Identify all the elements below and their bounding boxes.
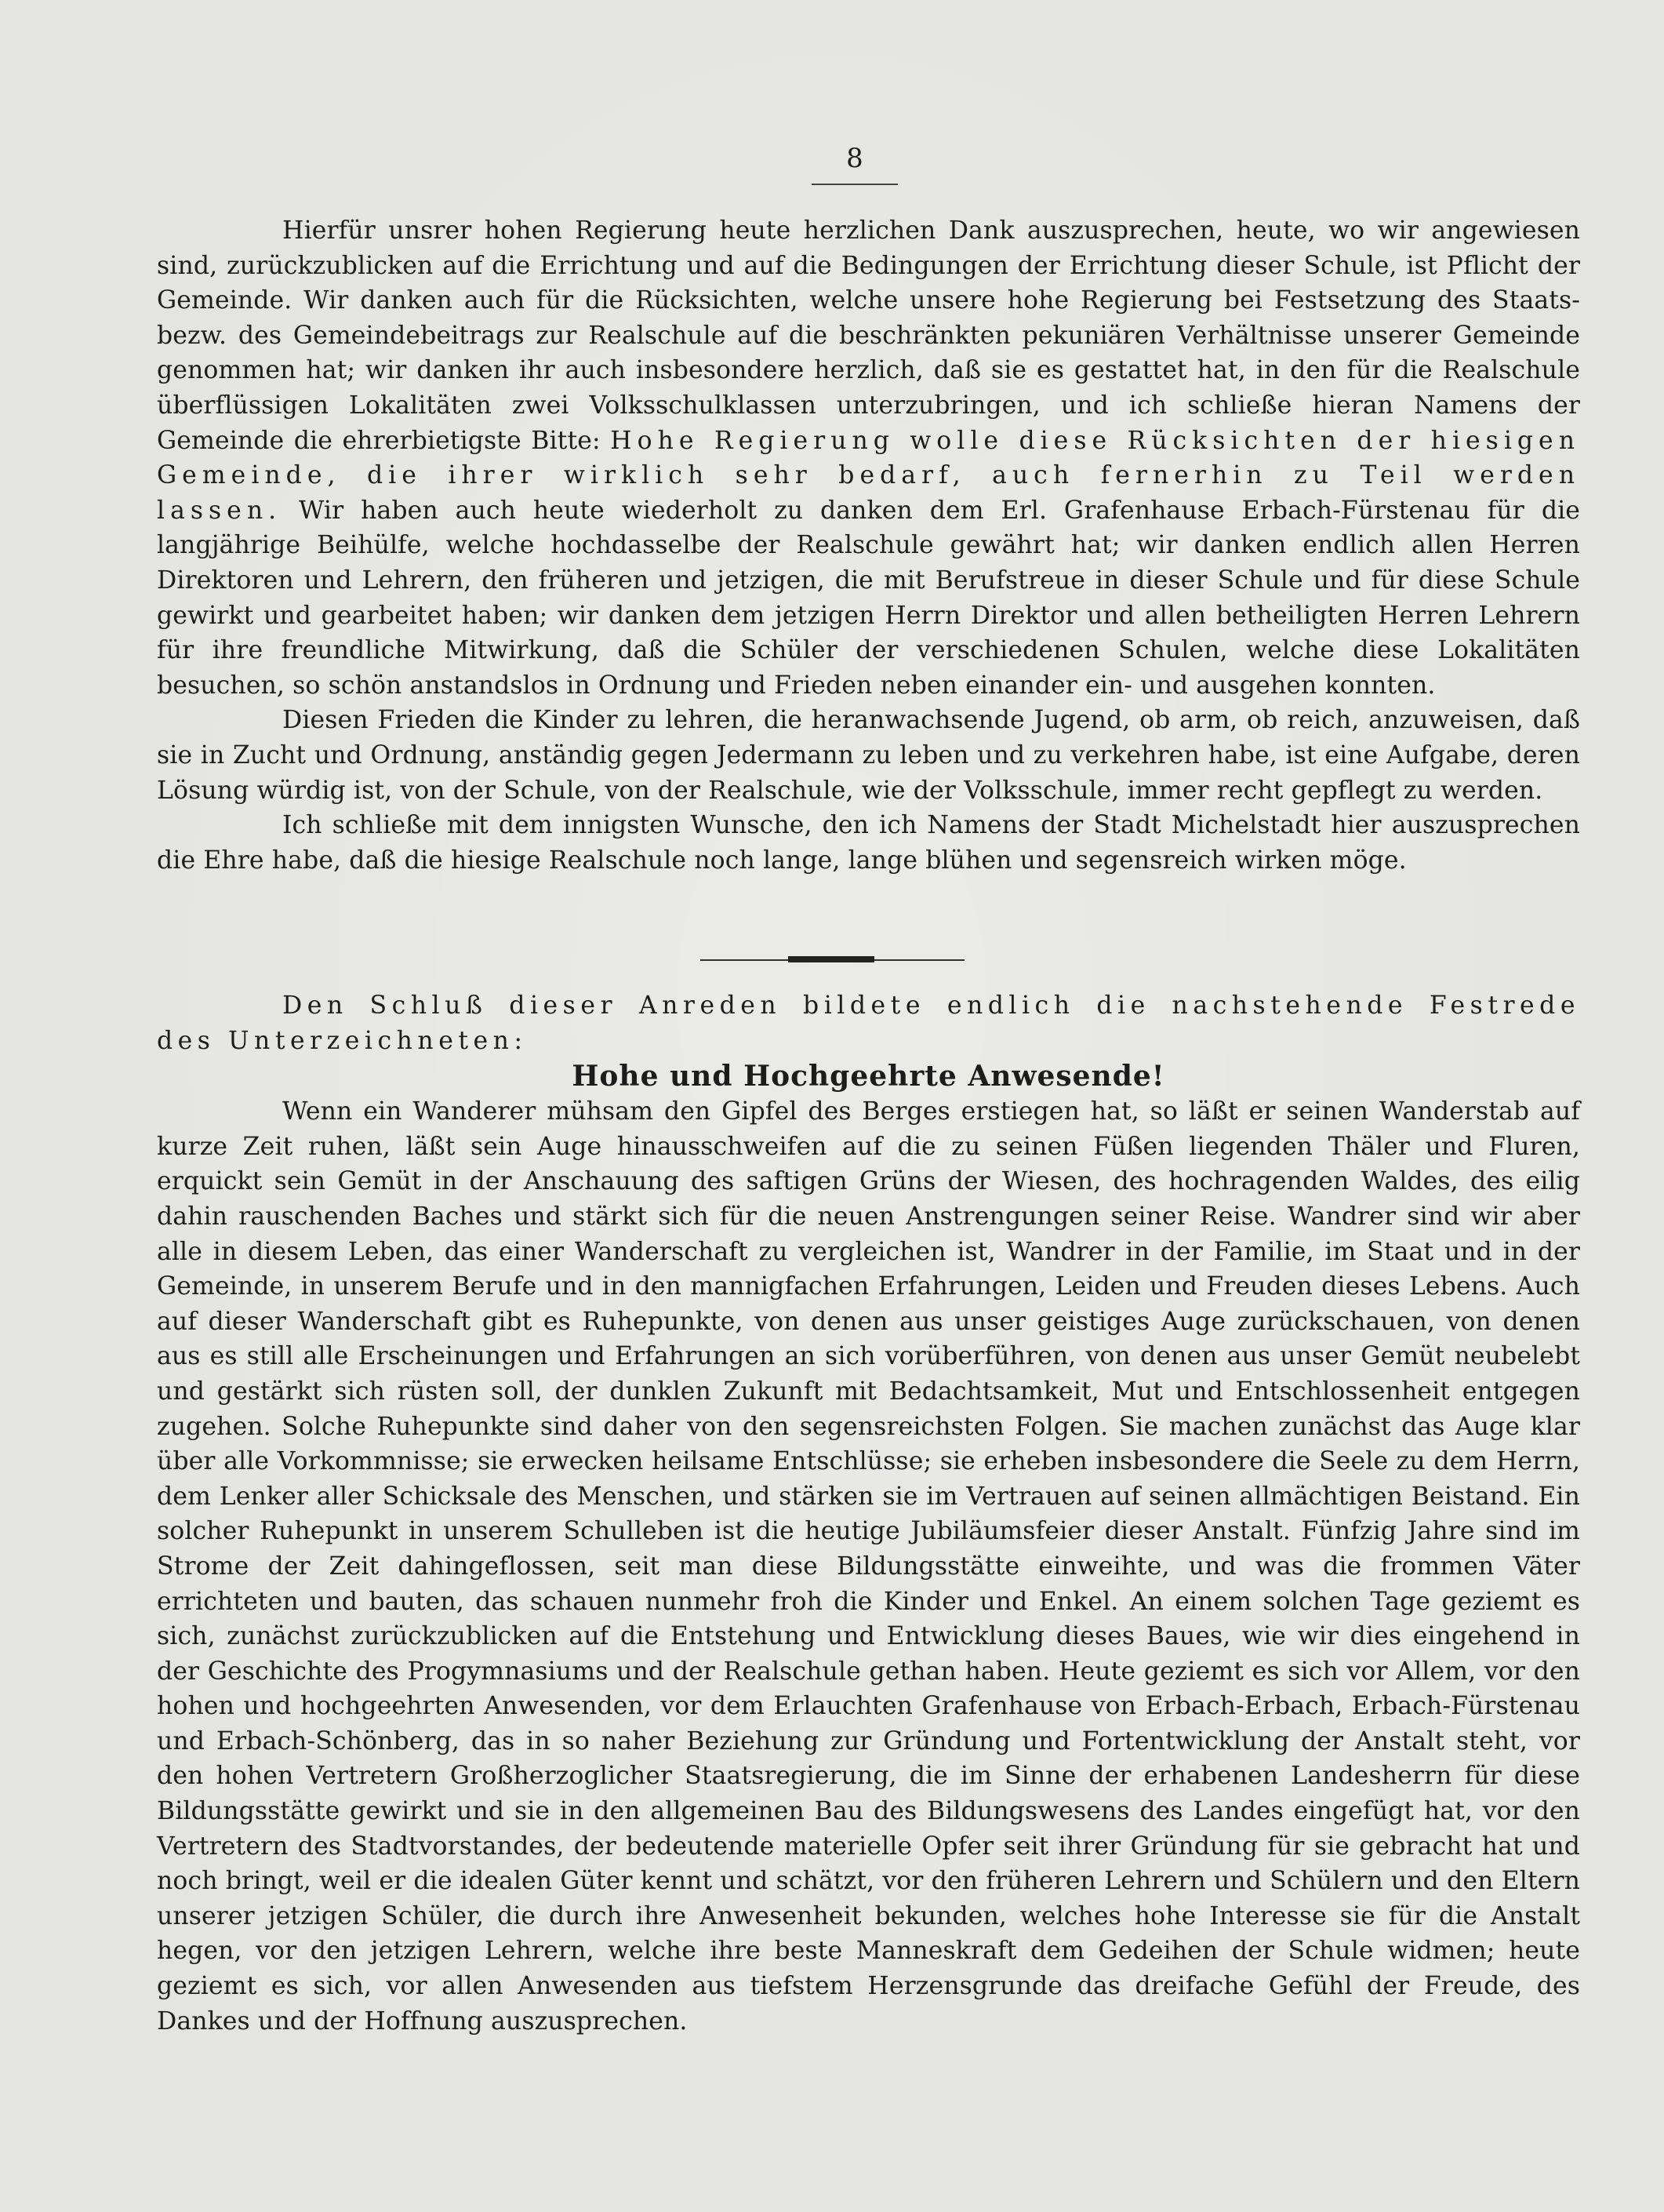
section-separator-bar [788,956,874,962]
page-number-rule [812,184,898,185]
spaced-request: Hohe Regierung wolle diese Rücksichten der hiesigen Gemeinde, die ihrer wirklich sehr bedarf, auch fernerhin zu Teil werden lassen. [157,426,1580,525]
page-number: 8 [846,143,863,174]
festrede-section [157,988,1580,2039]
paragraph-closing-wish: Ich schließe mit dem innigsten Wunsche, den ich Namens der Stadt Michelstadt hier auszusprechen die Ehre habe, daß die hiesige Realschule noch lange, lange blühen und segensreich wirken möge. [157,811,1580,875]
festrede-speech: Wenn ein Wanderer mühsam den Gipfel des Berges erstiegen hat, so läßt er seinen Wanderstab auf kurze Zeit ruhen, läßt sein Auge hinausschweifen auf die zu seinen Füßen liegenden Thäler und Fluren, erquickt sein Gemüt in der Anschauung des saftigen Grüns der Wiesen, des hochragenden Waldes, des eilig dahin rauschenden Baches und stärkt sich für die neuen Anstrengungen seiner Reise. Wandrer sind wir aber alle in diesem Leben, das einer Wanderschaft zu vergleichen ist, Wandrer in der Familie, im Staat und in der Gemeinde, in unserem Berufe und in den mannigfachen Erfahrungen, Leiden und Freuden dieses Lebens. Auch auf dieser Wanderschaft gibt es Ruhepunkte, von denen aus unser geistiges Auge zurückschauen, von denen aus es still alle Erscheinungen und Erfahrungen an sich vorüberführen, von denen aus unser Gemüt neubelebt und gestärkt sich rüsten soll, der dunklen Zukunft mit Bedachtsamkeit, Mut und Entschlossenheit entgegen zugehen. Solche Ruhepunkte sind daher von den segensreichsten Folgen. Sie machen zunächst das Auge klar über alle Vorkommnisse; sie erwecken heilsame Entschlüsse; sie erheben insbesondere die Seele zu dem Herrn, dem Lenker aller Schicksale des Menschen, und stärken sie im Vertrauen auf seinen allmächtigen Beistand. Ein solcher Ruhepunkt in unserem Schulleben ist die heutige Jubiläumsfeier dieser Anstalt. Fünfzig Jahre sind im Strome der Zeit dahingeflossen, seit man diese Bildungsstätte einweihte, und was die frommen Väter errichteten und bauten, das schauen nunmehr froh die Kinder und Enkel. An einem solchen Tage geziemt es sich, zunächst zurückzublicken auf die Entstehung und Entwicklung dieses Baues, wie wir dies eingehend in der Geschichte des Progymnasiums und der Realschule gethan haben. Heute geziemt es sich vor Allem, vor den hohen und hochgeehrten Anwesenden, vor dem Erlauchten Grafenhause von Erbach-Erbach, Erbach-Fürstenau und Erbach-Schönberg, das in so naher Beziehung zur Gründung und Fortentwicklung der Anstalt steht, vor den hohen Vertretern Großherzoglicher Staatsregierung, die im Sinne der erhabenen Landesherrn für diese Bildungsstätte gewirkt und sie in den allgemeinen Bau des Bildungswesens des Landes eingefügt hat, vor den Vertretern des Stadtvorstandes, der bedeutende materielle Opfer seit ihrer Gründung für sie gebracht hat und noch bringt, weil er die idealen Güter kennt und schätzt, vor den früheren Lehrern und Schülern und den Eltern unserer jetzigen Schüler, die durch ihre Anwesenheit bekunden, welches hohe Interesse sie für die Anstalt hegen, vor den jetzigen Lehrern, welche ihre beste Manneskraft dem Gedeihen der Schule widmen; heute geziemt es sich, vor allen Anwesenden aus tiefstem Herzensgrunde das dreifache Gefühl der Freude, des Dankes und der Hoffnung auszusprechen. [157,1097,1580,2036]
paragraph-thanks-count-text: Wir haben auch heute wiederholt zu danken dem Erl. Grafenhause Erbach-Fürstenau für die langjährige Beihülfe, welche hochdasselbe der Realschule gewährt hat; wir danken endlich allen Herren Direktoren und Lehrern, den früheren und jetzigen, die mit Berufstreue in dieser Schule und für diese Schule gewirkt und gearbeitet haben; wir danken dem jetzigen Herrn Direktor und allen betheiligten Herren Lehrern für ihre freundliche Mitwirkung, daß die Schüler der verschiedenen Schulen, welche diese Lokalitäten besuchen, so schön anstandslos in Ordnung und Frieden neben einander ein- und ausgehen konnten. [157,496,1580,700]
paragraph-peace: Diesen Frieden die Kinder zu lehren, die heranwachsende Jugend, ob arm, ob reich, anzuweisen, daß sie in Zucht und Ordnung, anständig gegen Jedermann zu leben und zu verkehren habe, ist eine Aufgabe, deren Lösung würdig ist, von der Schule, von der Realschule, wie der Volksschule, immer recht gepflegt zu werden. [157,706,1580,805]
paragraph-thanks-government-text: Hierfür unsrer hohen Regierung heute herzlichen Dank auszusprechen, heute, wo wir angewiesen sind, zurückzublicken auf die Errichtung und auf die Bedingungen der Errichtung dieser Schule, ist Pflicht der Gemeinde. Wir danken auch für die Rücksichten, welche unsere hohe Regierung bei Festsetzung des Staats- bezw. des Gemeindebeitrags zur Realschule auf die beschränkten pekuniären Verhältnisse unserer Gemeinde genommen hat; wir danken ihr auch insbesondere herzlich, daß sie es gestattet hat, in den für die Realschule überflüssigen Lokalitäten zwei Volksschulklassen unterzubringen, und ich schließe hieran Namens der Gemeinde die ehrerbietigste Bitte: [157,216,1580,455]
festrede-intro: Den Schluß dieser Anreden bildete endlich die nachstehende Festrede des Unterzeichneten: [157,991,1580,1055]
paragraph-thanks-government [157,213,1580,703]
closing-remarks-section [157,213,1580,878]
festrede-heading: Hohe und Hochgeehrte Anwesende! [572,1060,1165,1093]
